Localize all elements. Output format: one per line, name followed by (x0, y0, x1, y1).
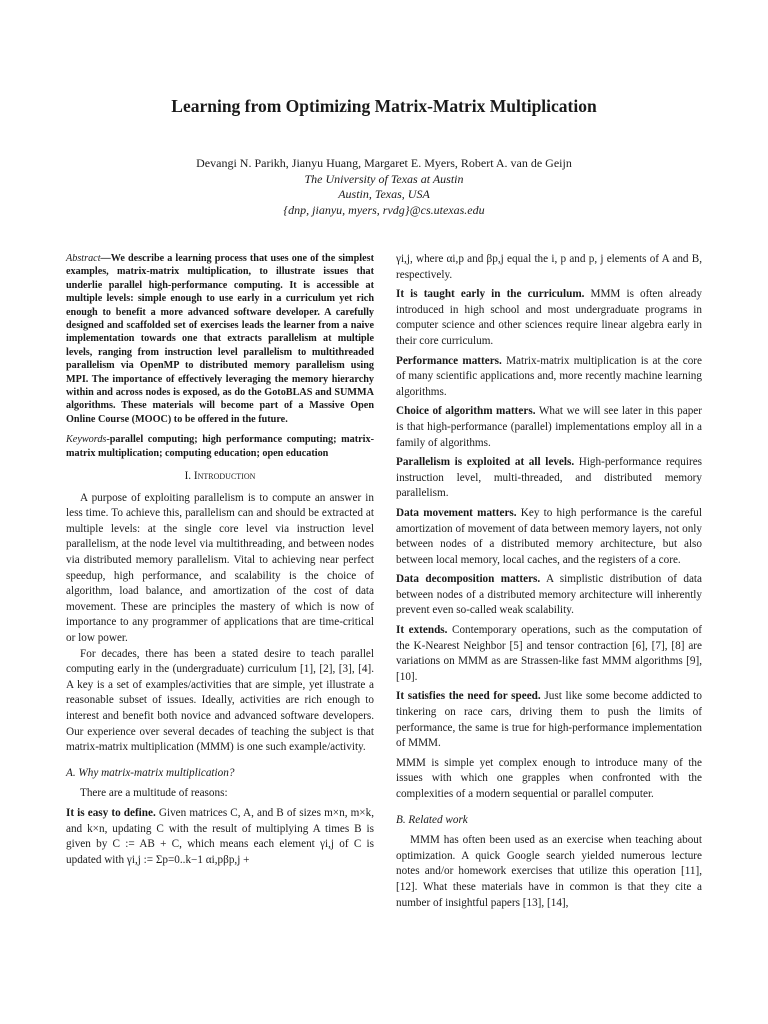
reason-text: A simplistic distribution of data between nodes of a distributed memory architecture will inherently prevent even so-called weak scalability. (396, 573, 702, 617)
keywords-text: -parallel computing; high performance computing; matrix-matrix multiplication; computing education; open education (66, 434, 374, 459)
reason-lead: It is easy to define. (66, 806, 156, 819)
reason-text: Matrix-matrix multiplication is at the core of many scientific applications and, more recently machine learning algorithms. (396, 354, 702, 398)
reason-lead: Data decomposition matters. (396, 573, 541, 586)
author-block (0, 156, 768, 218)
left-column (66, 252, 374, 868)
author-location: Austin, Texas, USA (338, 187, 430, 201)
right-column (396, 252, 702, 911)
author-email: {dnp, jianyu, myers, rvdg}@cs.utexas.edu (283, 202, 485, 217)
author-names: Devangi N. Parikh, Jianyu Huang, Margaret E. Myers, Robert A. van de Geijn (196, 156, 572, 170)
keywords-label: Keywords (66, 434, 107, 446)
section-heading-introduction: I. Introduction (184, 470, 256, 483)
reason-data-movement (396, 506, 702, 568)
reason-easy-to-define (66, 806, 374, 868)
intro-paragraph-1: A purpose of exploiting parallelism is to compute an answer in less time. To achieve this, parallelism can and should be extracted at multiple levels: at the single core level via instruction level parallelism, at the node level via multithreading, and between nodes via distributed memory parallelism. Vital to achieving near perfect speedup, high performance, and scalability is the choice of algorithm, load balance, and amortization of the cost of data movement. These are principles the mastery of which is now of importance to any programmer of applications that are time-critical or low power. (66, 491, 374, 645)
reason-speed (396, 689, 702, 751)
keywords (66, 433, 374, 460)
abstract-text: —We describe a learning process that uses one of the simplest examples, matrix-matrix multiplication, to illustrate issues that underlie parallel high-performance computing. It is accessible at multiple levels: simple enough to use early in a curriculum yet rich enough to benefit a more advanced software developer. A carefully designed and scaffolded set of exercises leads the learner from a naive implementation towards one that extracts parallelism at multiple levels, ranging from instruction level parallelism to multithreaded parallelism via OpenMP to distributed memory parallelism using MPI. The importance of effectively leveraging the memory hierarchy within and across nodes is exposed, as do the GotoBLAS and SUMMA algorithms. These materials will become part of a Massive Open Online Course (MOOC) to be offered in the future. (66, 253, 374, 425)
reason-algorithm (396, 404, 702, 451)
reason-text: Key to high performance is the careful amortization of movement of data between memory layers, not only between nodes of a distributed memory architecture, but also between local memory, local caches, and the registers of a core. (396, 506, 702, 566)
reason-parallelism (396, 455, 702, 502)
abstract-label: Abstract (66, 253, 101, 264)
reason-extends (396, 623, 702, 685)
reason-lead: Choice of algorithm matters. (396, 405, 536, 418)
reason-lead: It is taught early in the curriculum. (396, 288, 585, 301)
subsection-heading-related-work: B. Related work (396, 813, 468, 826)
related-work-paragraph: MMM has often been used as an exercise when teaching about optimization. A quick Google search yielded numerous lecture notes and/or homework exercises that utilize this operation [11], [12]. What these materials have in common is that they cite a number of insightful papers [13], [14], (396, 834, 702, 909)
reason-lead: It satisfies the need for speed. (396, 690, 541, 703)
subsection-heading-why-mmm: A. Why matrix-matrix multiplication? (66, 766, 235, 779)
reason-text: Just like some become addicted to tinkering on race cars, driving them to push the limits of performance, the same is true for high-performance implementation of MMM. (396, 690, 703, 750)
mmm-summary-paragraph: MMM is simple yet complex enough to introduce many of the issues with which one grapples when confronted with the complexities of a modern sequential or parallel computer. (396, 756, 702, 800)
intro-paragraph-2: For decades, there has been a stated desire to teach parallel computing early in the (undergraduate) curriculum [1], [2], [3], [4]. A key is a set of examples/activities that are simple, yet illustrate a reasonable subset of issues. Ideally, activities are rich enough to interest and benefit both novice and advanced software developers. Our experience over several decades of teaching the subject is that matrix-matrix multiplication (MMM) is one such example/activity. (66, 647, 374, 754)
reason-text: What we will see later in this paper is that high-performance (parallel) implementations employ all in a family of algorithms. (396, 405, 703, 449)
reason-text: Contemporary operations, such as the computation of the K-Nearest Neighbor [5] and tensor contraction [6], [7], [8] are variations on MMM as are Strassen-like fast MMM algorithms [9], [10]. (396, 624, 702, 683)
abstract (66, 252, 374, 426)
definition-continuation: γi,j, where αi,p and βp,j equal the i, p and p, j elements of A and B, respectively. (396, 253, 702, 281)
reason-lead: Parallelism is exploited at all levels. (396, 456, 575, 469)
reason-data-decomposition (396, 572, 702, 619)
reason-taught-early (396, 287, 702, 349)
paper-title: Learning from Optimizing Matrix-Matrix Multiplication (171, 96, 597, 116)
reason-lead: Performance matters. (396, 354, 502, 367)
reason-lead: It extends. (396, 624, 448, 637)
reason-performance (396, 354, 702, 401)
reason-text: Given matrices C, A, and B of sizes m×n, m×k, and k×n, updating C with the result of multiplying A times B is given by C := AB + C, which means each element γi,j of C is updated with γi,j := Σp=0..k−1 αi,pβp,j + (66, 806, 375, 866)
reason-text: High-performance requires instruction level, multi-threaded, and distributed memory parallelism. (396, 456, 703, 500)
author-affiliation: The University of Texas at Austin (304, 171, 464, 186)
reason-text: MMM is often already introduced in high school and most undergraduate programs in computer science and other sciences require linear algebra early in their core curriculum. (396, 288, 702, 347)
reasons-intro: There are a multitude of reasons: (80, 787, 228, 800)
reason-lead: Data movement matters. (396, 506, 517, 519)
